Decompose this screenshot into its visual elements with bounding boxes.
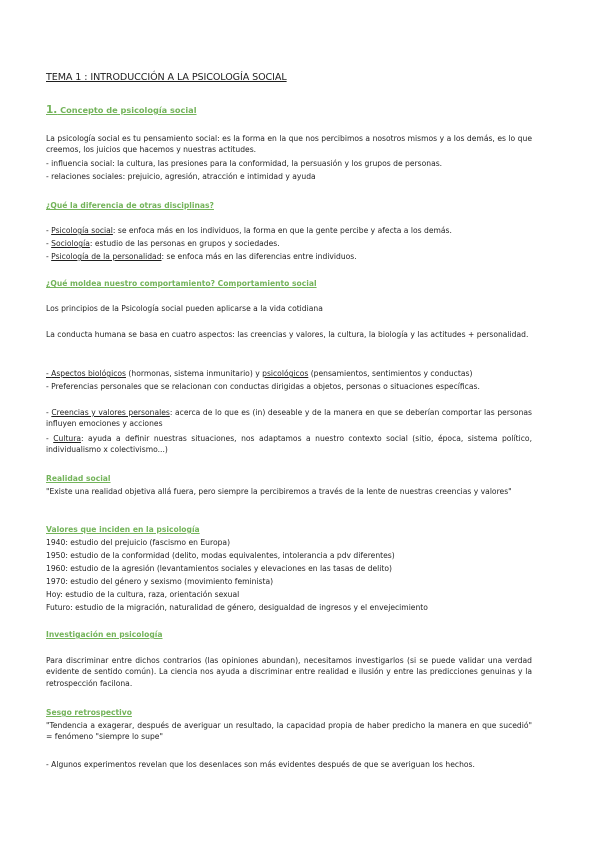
paragraph-concepto: La psicología social es tu pensamiento social: es la forma en la que nos percibimos a nosotros mismos y a los demás, es lo que creemos, los juicios que hacemos y nuestras actitudes. (46, 134, 532, 155)
section-heading-concepto (46, 105, 532, 116)
section-number: 1. (46, 104, 58, 116)
list-item (46, 251, 532, 262)
list-item (46, 238, 532, 249)
item-text: : acerca de lo que es (in) deseable y de la manera en que se deberían comportar las personas influyen emociones y acciones (46, 408, 532, 429)
term-cultura: Cultura (53, 434, 82, 443)
list-item (46, 407, 532, 430)
paragraph-conducta: La conducta humana se basa en cuatro aspectos: las creencias y valores, la cultura, la biología y las actitudes + personalidad. (46, 330, 529, 339)
list-item: - Preferencias personales que se relacionan con conductas dirigidas a objetos, personas o situaciones específicas. (46, 382, 480, 391)
bullet-dash: - (46, 408, 52, 417)
subheading-realidad: Realidad social (46, 474, 111, 483)
page-title: TEMA 1 : INTRODUCCIÓN A LA PSICOLOGÍA SOCIAL (46, 72, 287, 83)
bullet-dash: - (46, 434, 54, 443)
term-aspectos-biologicos: Aspectos biológicos (51, 369, 127, 378)
subheading-valores: Valores que inciden en la psicología (46, 525, 200, 534)
bullet-dash: - (46, 239, 52, 248)
term-psicologia-personalidad: Psicología de la personalidad (51, 252, 162, 261)
term-psicologicos: psicológicos (262, 369, 309, 378)
list-item: 1970: estudio del género y sexismo (movimiento feminista) (46, 577, 274, 586)
item-text: : ayuda a definir nuestras situaciones, nos adaptamos a nuestro contexto social (sitio, época, sistema político, individualismo x colectivismo...) (46, 434, 532, 455)
list-item: Hoy: estudio de la cultura, raza, orientación sexual (46, 590, 240, 599)
subheading-sesgo: Sesgo retrospectivo (46, 708, 132, 717)
bullet-dash: - (46, 369, 52, 378)
paragraph-principios: Los principios de la Psicología social pueden aplicarse a la vida cotidiana (46, 304, 323, 313)
section-heading-text: Concepto de psicología social (57, 105, 197, 115)
paragraph-investigacion: Para discriminar entre dichos contrarios (las opiniones abundan), necesitamos investigarlos (si se puede validar una verdad evidente de sentido común). La ciencia nos ayuda a discriminar entre realidad e ilusión y entre las predicciones genuinas y la retrospección facilona. (46, 656, 532, 688)
list-item (46, 368, 532, 379)
list-item: - relaciones sociales: prejuicio, agresión, atracción e intimidad y ayuda (46, 172, 316, 181)
list-item: - influencia social: la cultura, las presiones para la conformidad, la persuasión y los grupos de personas. (46, 159, 443, 168)
term-sociologia: Sociología (51, 239, 90, 248)
paragraph-realidad: "Existe una realidad objetiva allá fuera, pero siempre la percibiremos a través de la lente de nuestras creencias y valores" (46, 487, 512, 496)
subheading-moldea: ¿Qué moldea nuestro comportamiento? Comportamiento social (46, 279, 317, 288)
list-item: 1940: estudio del prejuicio (fascismo en Europa) (46, 538, 231, 547)
item-text: : se enfoca más en las diferencias entre individuos. (161, 252, 357, 261)
list-item: 1950: estudio de la conformidad (delito, modas equivalentes, intolerancia a pdv diferentes) (46, 551, 395, 560)
bullet-dash: - (46, 226, 52, 235)
paragraph-sesgo: "Tendencia a exagerar, después de averiguar un resultado, la capacidad propia de haber predicho la manera en que sucedió" = fenómeno "siempre lo supe" (46, 721, 532, 742)
term-creencias-valores: Creencias y valores personales (51, 408, 170, 417)
list-item (46, 433, 532, 456)
list-item: 1960: estudio de la agresión (levantamientos sociales y elevaciones en las tasas de delito) (46, 564, 392, 573)
bullet-dash: - (46, 252, 52, 261)
subheading-diferencia: ¿Qué la diferencia de otras disciplinas? (46, 201, 214, 210)
item-text: : se enfoca más en los individuos, la forma en que la gente percibe y afecta a los demás. (112, 226, 452, 235)
subheading-investigacion: Investigación en psicología (46, 630, 163, 639)
item-text: (pensamientos, sentimientos y conductas) (308, 369, 473, 378)
item-text: : estudio de las personas en grupos y sociedades. (89, 239, 280, 248)
term-psicologia-social: Psicología social (51, 226, 113, 235)
item-text: (hormonas, sistema inmunitario) y (126, 369, 263, 378)
paragraph-sesgo-experimentos: - Algunos experimentos revelan que los desenlaces son más evidentes después de que se averiguan los hechos. (46, 760, 475, 769)
list-item (46, 225, 532, 236)
list-item: Futuro: estudio de la migración, naturalidad de género, desigualdad de ingresos y el envejecimiento (46, 603, 428, 612)
